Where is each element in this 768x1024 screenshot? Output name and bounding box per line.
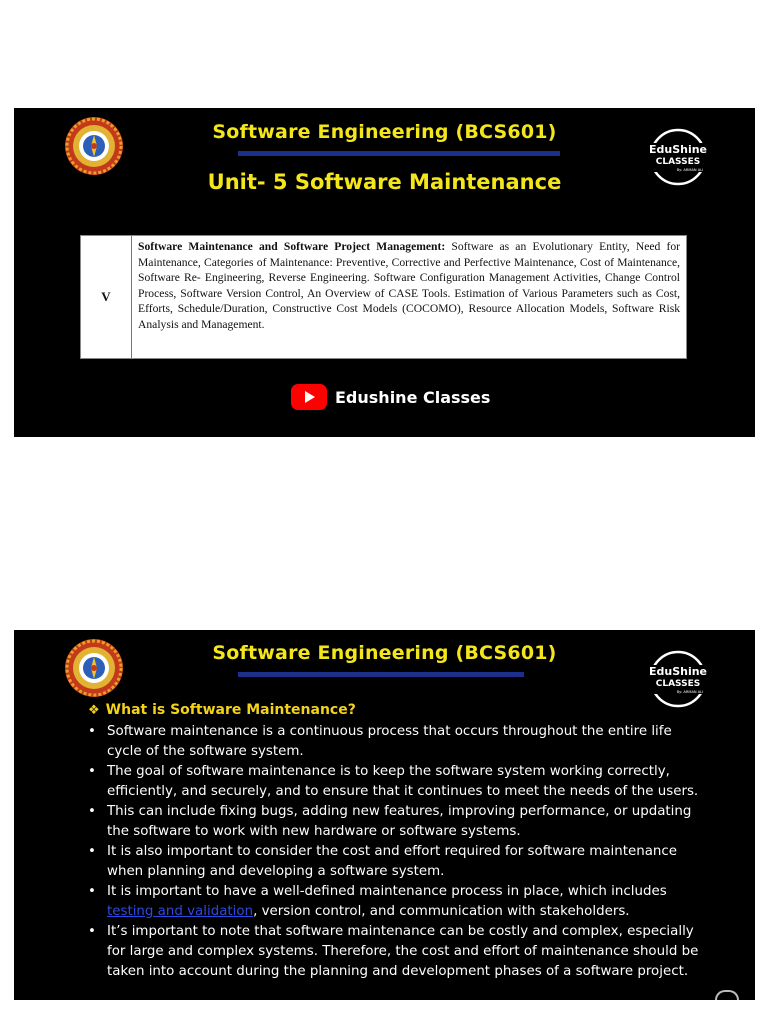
svg-text:CLASSES: CLASSES <box>655 157 701 167</box>
syllabus-heading: Software Maintenance and Software Project Management: <box>138 240 446 253</box>
youtube-channel[interactable] <box>291 384 490 410</box>
bullet-text: , version control, and communication with stakeholders. <box>253 904 630 919</box>
youtube-play-icon <box>291 384 327 410</box>
svg-text:EduShine: EduShine <box>648 665 708 678</box>
diamond-bullet-icon: ❖ <box>88 703 100 718</box>
bullet-list <box>88 722 708 982</box>
unit-title: Unit- 5 Software Maintenance <box>207 170 562 194</box>
course-title: Software Engineering (BCS601) <box>212 121 557 143</box>
syllabus-unit-number: V <box>81 236 132 358</box>
title-underline <box>238 672 524 677</box>
edushine-logo-icon <box>638 650 718 708</box>
youtube-channel-name: Edushine Classes <box>335 387 491 407</box>
fullscreen-corner-icon[interactable] <box>715 990 739 1000</box>
course-title: Software Engineering (BCS601) <box>212 642 557 664</box>
syllabus-body: Software as an Evolutionary Entity, Need for Maintenance, Categories of Maintenance: Preventive, Corrective and Perfective Maintenance, Cost of Maintenance, Software Re- Engineering, Reverse Engineering. Software Configuration Management Activities, Change Control Process, Software Version Control, An Overview of CASE Tools. Estimation of Various Parameters such as Cost, Efforts, Schedule/Duration, Constructive Cost Models (COCOMO), Resource Allocation Models, Software Risk Analysis and Management. <box>138 240 681 331</box>
svg-text:EduShine: EduShine <box>648 143 708 156</box>
edushine-logo-icon <box>638 128 718 186</box>
list-item: • Software maintenance is a continuous process that occurs throughout the entire life cycle of the software system. <box>88 722 708 762</box>
list-item: • It is also important to consider the cost and effort required for software maintenance when planning and developing a software system. <box>88 842 708 882</box>
syllabus-text <box>132 236 686 358</box>
slide-heading <box>88 702 356 718</box>
slide-what-is-maintenance <box>14 630 755 1000</box>
bullet-text: It is important to have a well-defined maintenance process in place, which includes <box>107 884 667 899</box>
svg-text:CLASSES: CLASSES <box>655 679 701 689</box>
list-item: • It’s important to note that software maintenance can be costly and complex, especially for large and complex systems. Therefore, the cost and effort of maintenance should be taken into account during the planning and development phases of a software project. <box>88 922 708 982</box>
syllabus-table <box>80 235 687 359</box>
slide-syllabus <box>14 108 755 437</box>
list-item: • The goal of software maintenance is to keep the software system working correctly, efficiently, and securely, and to ensure that it continues to meet the needs of the users. <box>88 762 708 802</box>
title-underline <box>238 151 560 156</box>
list-item <box>88 882 708 922</box>
heading-text: What is Software Maintenance? <box>105 702 356 718</box>
list-item: • This can include fixing bugs, adding new features, improving performance, or updating the software to work with new hardware or software systems. <box>88 802 708 842</box>
testing-validation-link[interactable]: testing and validation <box>107 904 254 919</box>
svg-text:By: ARMAN ALI: By: ARMAN ALI <box>676 168 704 172</box>
svg-text:By: ARMAN ALI: By: ARMAN ALI <box>676 690 704 694</box>
